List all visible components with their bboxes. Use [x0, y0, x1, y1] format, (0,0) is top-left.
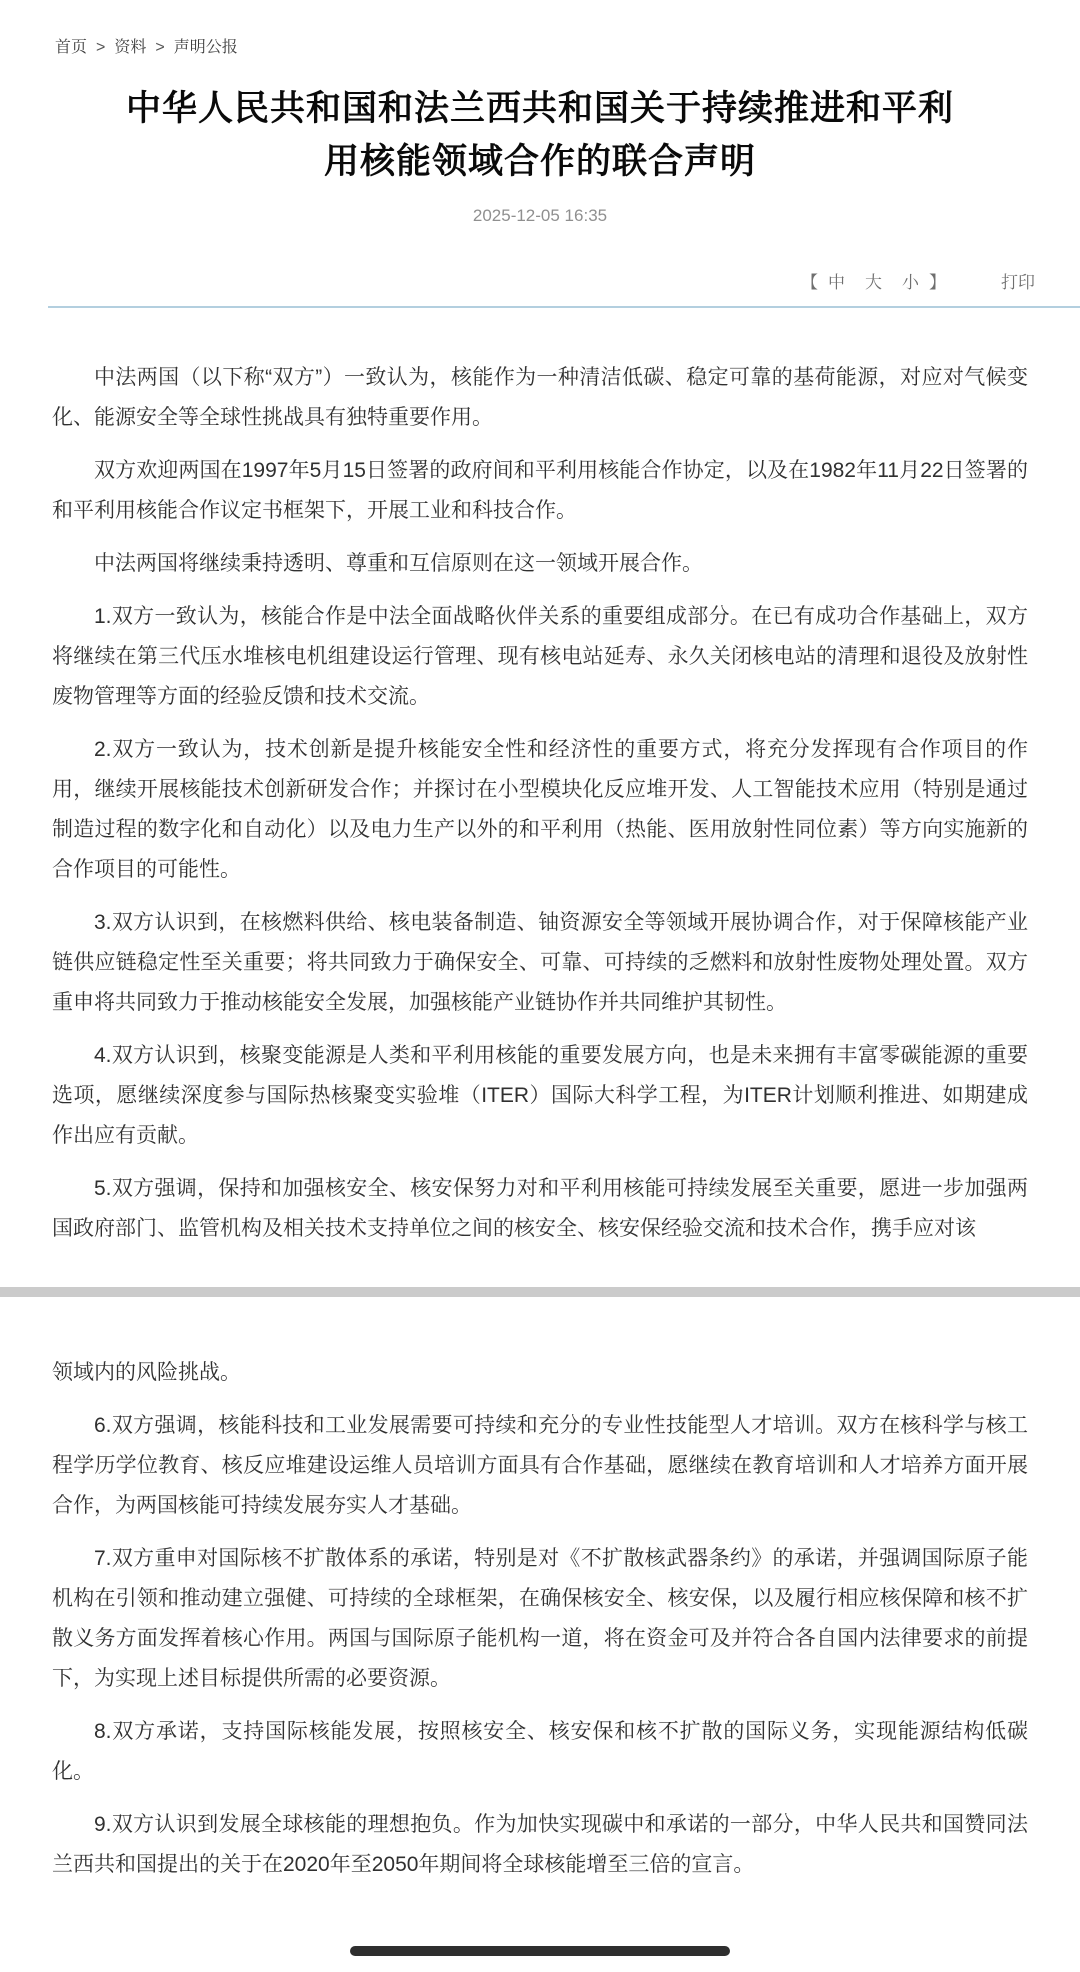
- print-button[interactable]: 打印: [1001, 273, 1035, 292]
- paragraph-item-8: 8.双方承诺，支持国际核能发展，按照核安全、核安保和核不扩散的国际义务，实现能源结构低碳化。: [52, 1720, 1028, 1783]
- breadcrumb-current-page: 声明公报: [173, 39, 238, 56]
- paragraph-item-1: 1.双方一致认为，核能合作是中法全面战略伙伴关系的重要组成部分。在已有成功合作基础上，双方将继续在第三代压水堆核电机组建设运行管理、现有核电站延寿、永久关闭核电站的清理和退役及放射性废物管理等方面的经验反馈和技术交流。: [52, 605, 1028, 708]
- paragraph-item-6: 6.双方强调，核能科技和工业发展需要可持续和充分的专业性技能型人才培训。双方在核科学与核工程学历学位教育、核反应堆建设运维人员培训方面具有合作基础，愿继续在教育培训和人才培养方面开展合作，为两国核能可持续发展夯实人才基础。: [52, 1414, 1028, 1517]
- home-indicator-bar[interactable]: [350, 1946, 730, 1956]
- paragraph-item-2: 2.双方一致认为，技术创新是提升核能安全性和经济性的重要方式，将充分发挥现有合作项目的作用，继续开展核能技术创新研发合作；并探讨在小型模块化反应堆开发、人工智能技术应用（特别是通过制造过程的数字化和自动化）以及电力生产以外的和平利用（热能、医用放射性同位素）等方向实施新的合作项目的可能性。: [52, 738, 1028, 881]
- page-title: 中华人民共和国和法兰西共和国关于持续推进和平利用核能领域合作的联合声明: [125, 89, 954, 181]
- page-separator-band: [0, 1287, 1080, 1297]
- breadcrumb-home-link[interactable]: 首页: [55, 39, 88, 56]
- breadcrumb: [0, 0, 1080, 57]
- font-size-controls: [801, 268, 946, 293]
- bracket-open-decoration: 【: [801, 273, 818, 292]
- breadcrumb-ziliao-link[interactable]: 资料: [114, 39, 147, 56]
- paragraph-principles: 中法两国将继续秉持透明、尊重和互信原则在这一领域开展合作。: [94, 552, 703, 575]
- article-body-part2: [0, 1353, 1080, 1885]
- paragraph-intro: 中法两国（以下称“双方”）一致认为，核能作为一种清洁低碳、稳定可靠的基荷能源，对应对气候变化、能源安全等全球性挑战具有独特重要作用。: [52, 366, 1028, 429]
- paragraph-item-7: 7.双方重申对国际核不扩散体系的承诺，特别是对《不扩散核武器条约》的承诺，并强调国际原子能机构在引领和推动建立强健、可持续的全球框架，在确保核安全、核安保，以及履行相应核保障和核不扩散义务方面发挥着核心作用。两国与国际原子能机构一道，将在资金可及并符合各自国内法律要求的前提下，为实现上述目标提供所需的必要资源。: [52, 1547, 1028, 1690]
- font-size-large-button[interactable]: 大: [865, 273, 882, 292]
- bracket-close-decoration: 】: [929, 273, 946, 292]
- header-divider: [48, 306, 1080, 308]
- paragraph-item-4: 4.双方认识到，核聚变能源是人类和平利用核能的重要发展方向，也是未来拥有丰富零碳能源的重要选项，愿继续深度参与国际热核聚变实验堆（ITER）国际大科学工程，为ITER计划顺利推进、如期建成作出应有贡献。: [52, 1044, 1028, 1147]
- paragraph-item-5-continued: 领域内的风险挑战。: [52, 1361, 241, 1384]
- breadcrumb-separator-icon: >: [96, 39, 106, 56]
- paragraph-agreements: 双方欢迎两国在1997年5月15日签署的政府间和平利用核能合作协定，以及在1982年11月22日签署的和平利用核能合作议定书框架下，开展工业和科技合作。: [52, 459, 1028, 522]
- breadcrumb-separator-icon: >: [155, 39, 165, 56]
- publish-date: 2025-12-05 16:35: [472, 206, 608, 225]
- paragraph-item-3: 3.双方认识到，在核燃料供给、核电装备制造、铀资源安全等领域开展协调合作，对于保障核能产业链供应链稳定性至关重要；将共同致力于确保安全、可靠、可持续的乏燃料和放射性废物处理处置。双方重申将共同致力于推动核能安全发展，加强核能产业链协作并共同维护其韧性。: [52, 911, 1028, 1014]
- article-toolbar: [0, 268, 1080, 293]
- paragraph-item-9: 9.双方认识到发展全球核能的理想抱负。作为加快实现碳中和承诺的一部分，中华人民共和国赞同法兰西共和国提出的关于在2020年至2050年期间将全球核能增至三倍的宣言。: [52, 1813, 1028, 1876]
- paragraph-item-5: 5.双方强调，保持和加强核安全、核安保努力对和平利用核能可持续发展至关重要，愿进一步加强两国政府部门、监管机构及相关技术支持单位之间的核安全、核安保经验交流和技术合作，携手应对该: [52, 1177, 1028, 1240]
- font-size-medium-button[interactable]: 中: [828, 273, 845, 292]
- font-size-small-button[interactable]: 小: [902, 273, 919, 292]
- article-body-part1: [0, 358, 1080, 1249]
